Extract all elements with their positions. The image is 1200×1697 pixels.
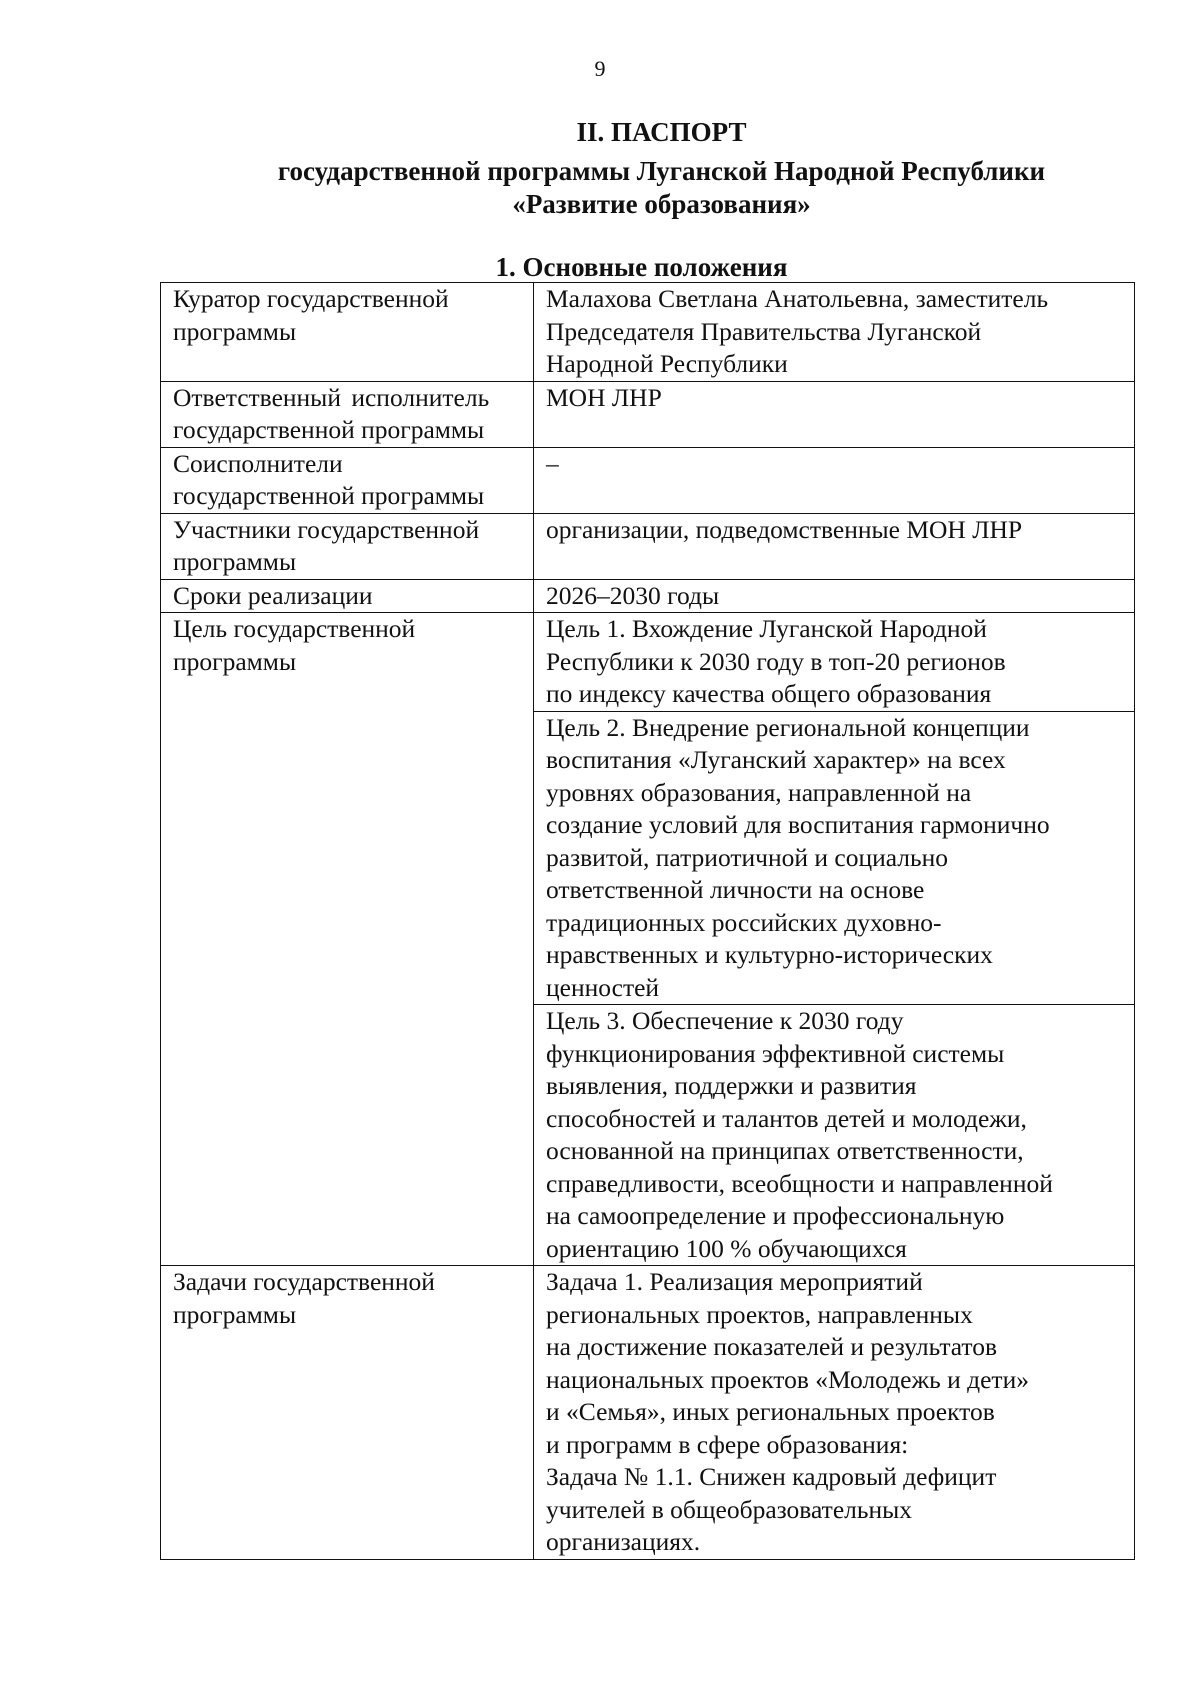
document-title [120, 116, 1200, 221]
title-line-2: государственной программы Луганской Народной Республики [277, 156, 1046, 186]
row-value: Малахова Светлана Анатольевна, заместитель Председателя Правительства Луганской Народной Республики [534, 283, 1135, 382]
row-value: МОН ЛНР [534, 381, 1135, 447]
passport-table [160, 282, 1135, 1560]
row-label: Задачи государственной программы [161, 1266, 534, 1560]
table-row-co-executors [161, 447, 1135, 513]
section-title: 1. Основные положения [495, 252, 788, 282]
title-line-1: II. ПАСПОРТ [576, 117, 747, 147]
row-label: Куратор государственной программы [161, 283, 534, 382]
table-row-tasks [161, 1266, 1135, 1560]
page-number: 9 [594, 56, 606, 81]
title-line-3: «Развитие образования» [512, 189, 811, 219]
row-value: организации, подведомственные МОН ЛНР [534, 513, 1135, 579]
table-row-responsible [161, 381, 1135, 447]
row-label: Цель государственной программы [161, 613, 534, 1266]
row-value: 2026–2030 годы [534, 579, 1135, 613]
row-label: Ответственный исполнитель государственной программы [161, 381, 534, 447]
table-row-goal-1 [161, 613, 1135, 712]
row-value: – [534, 447, 1135, 513]
row-value: Задача 1. Реализация мероприятий региональных проектов, направленных на достижение показателей и результатов национальных проектов «Молодежь и дети» и «Семья», иных региональных проектов и программ в сфере образования: Задача № 1.1. Снижен кадровый дефицит учителей в общеобразовательных организациях. [534, 1266, 1135, 1560]
goal-2-cell: Цель 2. Внедрение региональной концепции воспитания «Луганский характер» на всех уровнях образования, направленной на создание условий для воспитания гармонично развитой, патриотичной и социально ответственной личности на основе традиционных российских духовно- нравственных и культурно-исторических ценностей [534, 711, 1135, 1005]
row-label: Соисполнители государственной программы [161, 447, 534, 513]
row-label: Сроки реализации [161, 579, 534, 613]
goal-3-cell: Цель 3. Обеспечение к 2030 году функционирования эффективной системы выявления, поддержки и развития способностей и талантов детей и молодежи, основанной на принципах ответственности, справедливости, всеобщности и направленной на самоопределение и профессиональную ориентацию 100 % обучающихся [534, 1005, 1135, 1266]
table-row-terms [161, 579, 1135, 613]
table-row-participants [161, 513, 1135, 579]
goal-1-cell: Цель 1. Вхождение Луганской Народной Республики к 2030 году в топ-20 регионов по индексу качества общего образования [534, 613, 1135, 712]
table-row-curator [161, 283, 1135, 382]
row-label: Участники государственной программы [161, 513, 534, 579]
